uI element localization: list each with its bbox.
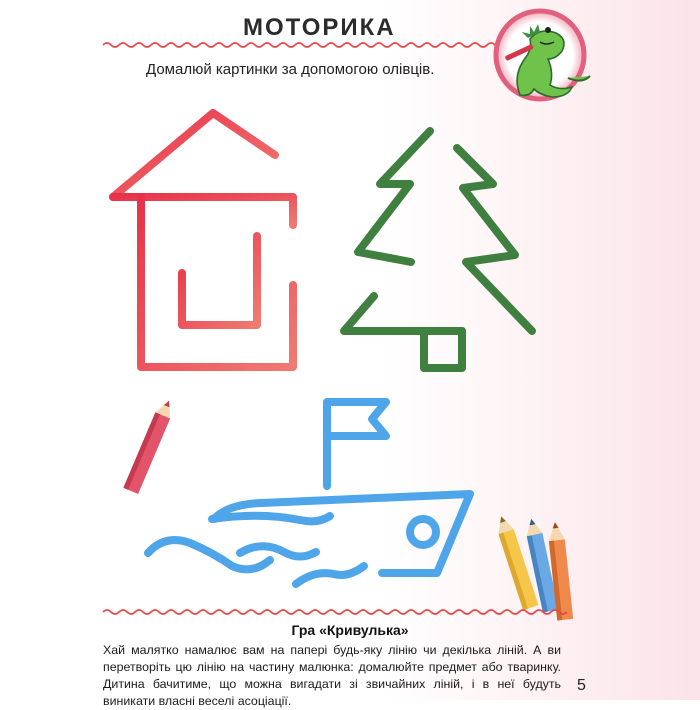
page-title: МОТОРИКА	[243, 14, 396, 41]
red-pencil-icon	[123, 398, 176, 494]
house-drawing	[113, 113, 293, 367]
top-wavy-divider	[103, 43, 495, 47]
boat-drawing	[148, 402, 470, 584]
dinosaur-badge-icon	[496, 11, 590, 99]
page-number: 5	[577, 677, 586, 694]
task-instruction: Домалюй картинки за допомогою олівців.	[146, 61, 435, 78]
colored-pencils-icon	[494, 514, 574, 621]
game-title: Гра «Кривулька»	[291, 622, 409, 638]
bottom-wavy-divider	[103, 610, 567, 614]
game-description: Хай малятко намалює вам на папері будь-яку лінію чи декілька ліній. А ви перетворіть цю лінію на частину малюнка: домалюйте предмет або тваринку. Дитина бачитиме, що можна вигадати зі звичайних ліній, і в неї будуть виникати власні веселі асоціації.	[103, 643, 561, 708]
tree-drawing	[344, 131, 532, 368]
